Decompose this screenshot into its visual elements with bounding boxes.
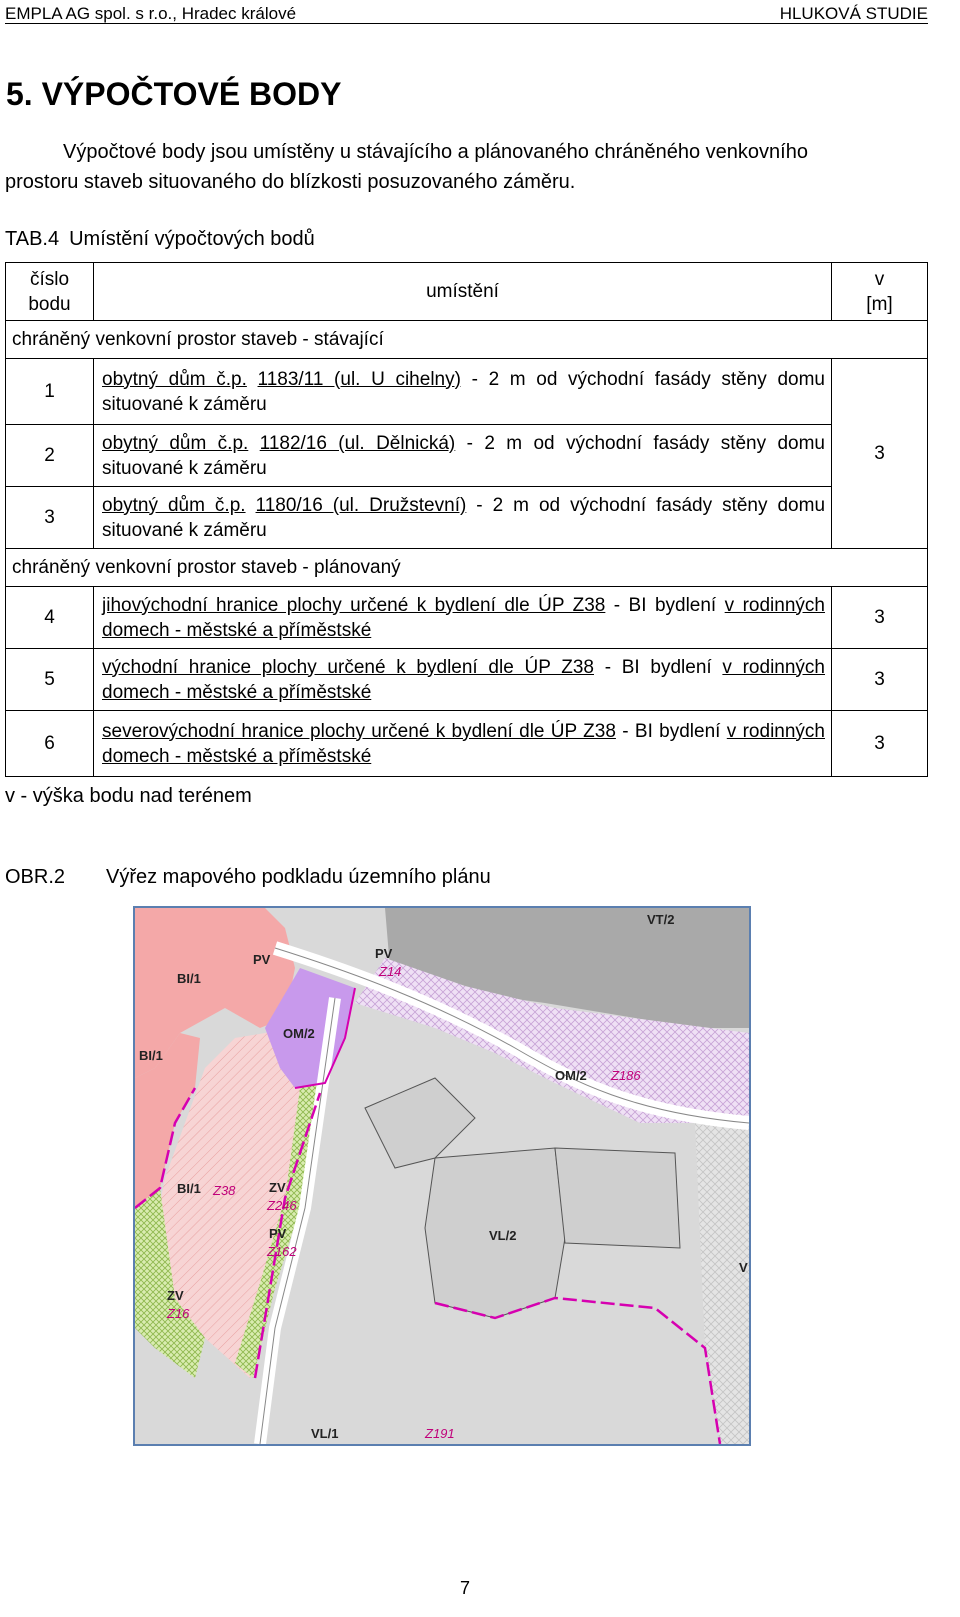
table-row: [6, 649, 928, 711]
table-row: [6, 359, 928, 425]
label-z16: Z16: [167, 1306, 190, 1321]
calculation-points-table: [5, 262, 928, 777]
label-z246: Z246: [267, 1198, 297, 1213]
section-planned: chráněný venkovní prostor staveb - plánovaný: [6, 549, 928, 587]
point-location: obytný dům č.p. 1180/16 (ul. Družstevní) - 2 m od východní fasády stěny domu situované k záměru: [94, 487, 832, 549]
label-om2: OM/2: [555, 1068, 587, 1083]
label-z191: Z191: [425, 1426, 455, 1441]
point-location: obytný dům č.p. 1183/11 (ul. U cihelny) - 2 m od východní fasády stěny domu situované k záměru: [94, 359, 832, 425]
label-bi1: BI/1: [177, 1181, 201, 1196]
table-caption-text: Umístění výpočtových bodů: [69, 228, 315, 250]
label-vl1: VL/1: [311, 1426, 339, 1441]
label-om2: OM/2: [283, 1026, 315, 1041]
point-number: 4: [6, 587, 94, 649]
point-number: 1: [6, 359, 94, 425]
point-height: 3: [832, 587, 928, 649]
label-vl2: VL/2: [489, 1228, 517, 1243]
table-row: [6, 711, 928, 777]
zoning-map: [133, 906, 751, 1446]
table-header-row: [6, 263, 928, 321]
section-title: 5. VÝPOČTOVÉ BODY: [6, 76, 342, 112]
label-zv: ZV: [269, 1180, 286, 1195]
figure-label: OBR.2: [5, 866, 66, 888]
table-caption-label: TAB.4: [5, 228, 60, 250]
label-pv: PV: [269, 1226, 287, 1241]
label-pv: PV: [375, 946, 393, 961]
figure-caption-text: Výřez mapového podkladu územního plánu: [106, 866, 491, 888]
point-number: 5: [6, 649, 94, 711]
header-location: umístění: [94, 263, 832, 321]
point-location: obytný dům č.p. 1182/16 (ul. Dělnická) - 2 m od východní fasády stěny domu situované k záměru: [94, 425, 832, 487]
label-z14: Z14: [379, 964, 402, 979]
label-v: V: [739, 1260, 748, 1275]
intro-line-1: Výpočtové body jsou umístěny u stávajícího a plánovaného chráněného venkovního: [63, 141, 808, 163]
intro-line-2: prostoru staveb situovaného do blízkosti posuzovaného záměru.: [5, 171, 576, 193]
header-company: EMPLA AG spol. s r.o., Hradec králové: [5, 4, 297, 23]
label-z186: Z186: [611, 1068, 641, 1083]
point-location: jihovýchodní hranice plochy určené k bydlení dle ÚP Z38 - BI bydlení v rodinných domech - městské a příměstské: [94, 587, 832, 649]
point-number: 6: [6, 711, 94, 777]
table-row: [6, 425, 928, 487]
label-vt2: VT/2: [647, 912, 675, 927]
table-caption: [5, 228, 315, 251]
table-section-row: [6, 321, 928, 359]
point-location: východní hranice plochy určené k bydlení dle ÚP Z38 - BI bydlení v rodinných domech - městské a příměstské: [94, 649, 832, 711]
label-zv: ZV: [167, 1288, 184, 1303]
point-number: 3: [6, 487, 94, 549]
intro-paragraph: [5, 137, 928, 197]
table-section-row: [6, 549, 928, 587]
point-height: 3: [832, 649, 928, 711]
page-number: 7: [459, 1578, 470, 1598]
header-document-type: HLUKOVÁ STUDIE: [779, 4, 928, 23]
page-header: [5, 4, 928, 24]
building-outline-2: [555, 1148, 680, 1248]
point-height: 3: [832, 711, 928, 777]
section-existing: chráněný venkovní prostor staveb - stávající: [6, 321, 928, 359]
label-z38: Z38: [213, 1183, 236, 1198]
table-row: [6, 487, 928, 549]
label-bi1: BI/1: [139, 1048, 163, 1063]
label-pv: PV: [253, 952, 271, 967]
point-number: 2: [6, 425, 94, 487]
table-note: v - výška bodu nad terénem: [5, 785, 252, 807]
figure-caption: [5, 866, 491, 889]
header-point-number: číslo bodu: [6, 263, 94, 321]
point-location: severovýchodní hranice plochy určené k bydlení dle ÚP Z38 - BI bydlení v rodinných domech - městské a příměstské: [94, 711, 832, 777]
label-bi1: BI/1: [177, 971, 201, 986]
table-row: [6, 587, 928, 649]
label-z162: Z162: [267, 1244, 297, 1259]
header-height: v [m]: [832, 263, 928, 321]
point-height: 3: [832, 359, 928, 549]
zoning-map-svg: [135, 908, 749, 1444]
